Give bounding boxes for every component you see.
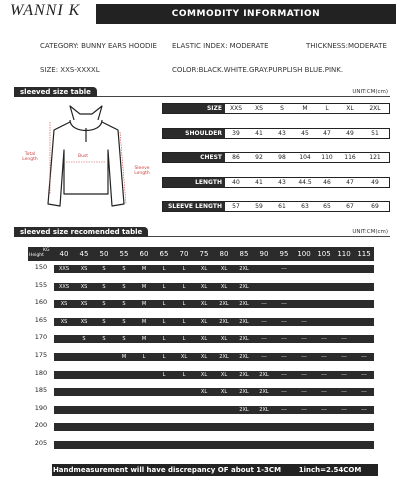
- height-label: 165: [34, 315, 48, 324]
- sleeved-size-table: [162, 103, 390, 226]
- recommended-size-cell: XL: [200, 353, 208, 360]
- recommended-size-cell: L: [162, 301, 166, 308]
- recommended-size-cell: 2XL: [239, 371, 249, 378]
- recommended-size-cell: ---: [281, 318, 287, 325]
- recommended-size-cell: XL: [200, 301, 208, 308]
- recommended-size-cell: ---: [301, 389, 307, 396]
- sleeved-size-section-header: [14, 87, 390, 97]
- info-thickness: THICKNESS:MODERATE: [306, 42, 387, 50]
- size-cell: 39: [232, 129, 240, 137]
- recommended-size-cell: M: [141, 318, 147, 325]
- recommended-size-cell: XS: [60, 301, 68, 308]
- recommended-size-cell: ---: [281, 353, 287, 360]
- recommended-size-cell: L: [182, 336, 186, 343]
- info-elastic: ELASTIC INDEX: MODERATE: [172, 42, 269, 50]
- footer-conversion: 1inch=2.54COM: [298, 466, 362, 474]
- size-cell: 2XL: [369, 105, 381, 112]
- recommended-size-cell: ---: [341, 389, 347, 396]
- recommended-size-cell: XL: [220, 283, 228, 290]
- height-row: [28, 349, 374, 367]
- size-cell: 67: [346, 203, 354, 210]
- weight-header-cell: 50: [99, 250, 109, 258]
- size-cell: 44.5: [298, 178, 312, 186]
- recommended-size-cell: ---: [301, 318, 307, 325]
- recommended-size-cell: XS: [80, 266, 88, 272]
- height-label: 180: [34, 368, 48, 377]
- weight-header-cell: 80: [219, 250, 229, 258]
- size-cell: 47: [323, 129, 331, 137]
- recommended-size-cell: ---: [261, 336, 267, 343]
- recommended-size-cell: XL: [180, 353, 188, 360]
- hoodie-diagram: [14, 104, 160, 220]
- size-cell: 92: [255, 154, 263, 161]
- size-cell: L: [325, 105, 329, 112]
- recommended-size-cell: 2XL: [239, 301, 249, 308]
- size-row: [162, 177, 390, 188]
- recommended-size-cell: S: [122, 283, 126, 290]
- recommended-size-cell: ---: [321, 336, 327, 343]
- size-cell: 69: [371, 203, 379, 210]
- recommended-size-cell: S: [122, 301, 126, 308]
- height-label: 155: [34, 280, 48, 289]
- weight-header-cell: 85: [239, 250, 249, 258]
- recommended-size-cell: ---: [341, 371, 347, 378]
- recommended-size-cell: ---: [321, 406, 327, 413]
- recommended-size-cell: ---: [301, 371, 307, 378]
- weight-header-cell: 105: [317, 250, 331, 258]
- recommended-size-cell: ---: [301, 336, 307, 343]
- size-cell: 104: [299, 154, 311, 161]
- recommended-size-cell: ---: [301, 406, 307, 413]
- corner-kg: KG: [43, 248, 50, 253]
- recommended-size-cell: XS: [80, 301, 88, 308]
- height-row: [28, 279, 374, 297]
- recommended-size-cell: ---: [321, 353, 327, 360]
- row-strip: [54, 423, 374, 431]
- size-row-label: SHOULDER: [163, 129, 225, 138]
- recommended-size-cell: 2XL: [259, 406, 269, 413]
- info-category: CATEGORY: BUNNY EARS HOODIE: [40, 42, 157, 50]
- weight-header-cell: 45: [79, 250, 89, 258]
- recommended-size-cell: L: [162, 336, 166, 343]
- size-cell: 86: [232, 154, 240, 161]
- recommended-size-cell: ---: [281, 266, 287, 272]
- size-row: [162, 103, 390, 114]
- info-size: SIZE: XXS-XXXXL: [40, 66, 100, 74]
- recommended-size-cell: S: [102, 318, 106, 325]
- weight-header-cell: 65: [159, 250, 169, 258]
- size-cell: 59: [255, 203, 263, 210]
- recommended-size-cell: ---: [261, 353, 267, 360]
- recommended-size-cell: ---: [301, 353, 307, 360]
- weight-header-cell: 55: [119, 250, 129, 258]
- size-cell: 57: [232, 203, 240, 210]
- weight-header-cell: 100: [297, 250, 311, 258]
- height-row: [28, 402, 374, 420]
- recommended-section-header: [14, 227, 390, 237]
- hoodie-outline-icon: [14, 104, 160, 220]
- size-cell: XL: [346, 105, 354, 112]
- recommended-size-cell: ---: [361, 389, 367, 396]
- height-row: [28, 331, 374, 349]
- size-cell: S: [280, 105, 284, 112]
- recommended-size-cell: ---: [321, 371, 327, 378]
- footer-note: Handmeasurement will have discrepancy OF about 1-3CM: [52, 466, 282, 474]
- height-label: 185: [34, 386, 48, 395]
- recommended-size-cell: 2XL: [239, 389, 249, 396]
- size-cell: 61: [278, 203, 286, 210]
- size-cell: 41: [255, 178, 263, 186]
- recommended-size-cell: XL: [200, 266, 208, 272]
- recommended-size-cell: M: [141, 336, 147, 343]
- recommended-size-cell: XS: [80, 318, 88, 325]
- height-label: 190: [34, 403, 48, 412]
- size-cell: 43: [278, 129, 286, 137]
- weight-header-cell: 40: [59, 250, 69, 258]
- recommended-size-cell: L: [142, 353, 146, 360]
- size-cell: 49: [346, 129, 354, 137]
- recommended-size-cell: S: [102, 336, 106, 343]
- recommended-size-cell: XL: [220, 389, 228, 396]
- recommended-size-cell: XL: [200, 283, 208, 290]
- size-cell: 41: [255, 129, 263, 137]
- brand-logo: WANNI K: [10, 2, 81, 19]
- recommended-size-cell: XL: [220, 371, 228, 378]
- size-row-label: SLEEVE LENGTH: [163, 202, 225, 211]
- size-cell: M: [302, 105, 308, 112]
- recommended-size-cell: M: [141, 283, 147, 290]
- recommended-size-cell: L: [162, 266, 166, 272]
- recommended-size-cell: ---: [261, 318, 267, 325]
- recommended-size-cell: S: [122, 318, 126, 325]
- recommended-size-cell: S: [122, 266, 126, 272]
- recommended-size-cell: L: [182, 266, 186, 272]
- recommended-size-cell: L: [162, 283, 166, 290]
- recommended-size-cell: S: [102, 301, 106, 308]
- recommended-size-cell: XL: [200, 371, 208, 378]
- recommended-size-cell: 2XL: [219, 301, 229, 308]
- recommended-size-cell: ---: [321, 389, 327, 396]
- recommended-size-cell: L: [162, 353, 166, 360]
- size-cell: 43: [278, 178, 286, 186]
- recommended-size-cell: ---: [281, 371, 287, 378]
- header-bar: [0, 0, 400, 28]
- footer-bar: [52, 464, 378, 476]
- size-cell: 65: [323, 203, 331, 210]
- recommended-size-cell: XS: [80, 283, 88, 290]
- size-cell: 121: [369, 154, 381, 161]
- weight-header-cell: 95: [279, 250, 289, 258]
- recommended-size-cell: S: [102, 266, 106, 272]
- recommended-size-cell: ---: [281, 336, 287, 343]
- size-cell: XXS: [229, 105, 243, 112]
- size-cell: 49: [371, 178, 379, 186]
- size-cell: 51: [371, 129, 379, 137]
- weight-header-cell: 110: [337, 250, 351, 258]
- recommended-size-cell: 2XL: [239, 283, 249, 290]
- recommended-size-cell: ---: [261, 301, 267, 308]
- corner-height: Height: [29, 253, 44, 258]
- recommended-size-cell: L: [182, 371, 186, 378]
- recommended-size-cell: ---: [281, 301, 287, 308]
- size-cell: 47: [346, 178, 354, 186]
- recommended-size-cell: 2XL: [219, 353, 229, 360]
- recommended-size-cell: 2XL: [239, 336, 249, 343]
- height-label: 200: [34, 421, 48, 430]
- recommended-size-cell: XL: [220, 336, 228, 343]
- size-cell: 46: [323, 178, 331, 186]
- recommended-size-cell: XL: [200, 318, 208, 325]
- recommended-size-cell: ---: [281, 389, 287, 396]
- recommended-size-table: [28, 247, 374, 455]
- recommended-size-cell: XXS: [58, 283, 70, 290]
- size-row-label: LENGTH: [163, 178, 225, 187]
- recommended-size-cell: ---: [361, 371, 367, 378]
- size-cell: 45: [301, 129, 309, 137]
- recommended-size-cell: ---: [361, 353, 367, 360]
- weight-header-cell: 75: [199, 250, 209, 258]
- height-row: [28, 261, 374, 279]
- section-title: sleeved size recomended table: [14, 227, 148, 237]
- height-label: 205: [34, 438, 48, 447]
- size-row: [162, 152, 390, 163]
- size-cell: XS: [255, 105, 263, 112]
- size-row-label: CHEST: [163, 153, 225, 162]
- size-row: [162, 128, 390, 139]
- weight-header-row: [28, 247, 374, 261]
- height-row: [28, 437, 374, 455]
- height-row: [28, 367, 374, 385]
- recommended-size-cell: M: [121, 353, 127, 360]
- section-title: sleeved size table: [14, 87, 97, 97]
- height-row: [28, 419, 374, 437]
- recommended-size-cell: ---: [341, 353, 347, 360]
- recommended-size-cell: ---: [341, 336, 347, 343]
- corner-cell: [29, 248, 49, 258]
- row-strip: [54, 441, 374, 449]
- recommended-size-cell: ---: [281, 406, 287, 413]
- recommended-size-cell: XS: [60, 318, 68, 325]
- recommended-size-cell: 2XL: [239, 318, 249, 325]
- recommended-size-cell: ---: [361, 406, 367, 413]
- height-label: 160: [34, 298, 48, 307]
- recommended-size-cell: XL: [200, 336, 208, 343]
- page-title: COMMODITY INFORMATION: [96, 4, 396, 24]
- recommended-size-cell: 2XL: [239, 266, 249, 272]
- recommended-size-cell: M: [141, 266, 147, 272]
- recommended-size-cell: M: [141, 301, 147, 308]
- recommended-size-cell: S: [82, 336, 86, 343]
- recommended-size-cell: S: [102, 283, 106, 290]
- height-label: 150: [34, 263, 48, 271]
- recommended-size-cell: XL: [220, 266, 228, 272]
- recommended-size-cell: L: [182, 318, 186, 325]
- size-row-label: SIZE: [163, 104, 225, 113]
- recommended-size-cell: L: [182, 283, 186, 290]
- recommended-size-cell: 2XL: [239, 406, 249, 413]
- recommended-size-cell: ---: [341, 406, 347, 413]
- bust-label: Bust: [78, 154, 89, 159]
- size-cell: 116: [344, 154, 356, 161]
- recommended-size-cell: 2XL: [259, 371, 269, 378]
- weight-header-cell: 60: [139, 250, 149, 258]
- height-label: 170: [34, 333, 48, 342]
- recommended-size-cell: L: [162, 371, 166, 378]
- recommended-size-cell: S: [122, 336, 126, 343]
- info-color: COLOR:BLACK.WHITE.GRAY.PURPLISH BLUE.PINK.: [172, 66, 344, 74]
- recommended-size-cell: 2XL: [239, 353, 249, 360]
- size-row: [162, 201, 390, 212]
- weight-header-cell: 70: [179, 250, 189, 258]
- sleeve-length-label: Sleeve Length: [134, 166, 150, 176]
- recommended-size-cell: XL: [200, 389, 208, 396]
- recommended-size-cell: XXS: [58, 266, 70, 272]
- size-cell: 63: [301, 203, 309, 210]
- height-row: [28, 314, 374, 332]
- recommended-size-cell: L: [162, 318, 166, 325]
- weight-header-cell: 90: [259, 250, 269, 258]
- height-row: [28, 296, 374, 314]
- recommended-size-cell: 2XL: [259, 389, 269, 396]
- height-row: [28, 384, 374, 402]
- size-cell: 98: [278, 154, 286, 161]
- section-unit: UNIT:CM(cm): [352, 89, 388, 95]
- weight-header-cell: 115: [357, 250, 371, 258]
- recommended-size-cell: 2XL: [219, 318, 229, 325]
- height-label: 175: [34, 350, 48, 359]
- recommended-size-cell: L: [182, 301, 186, 308]
- size-cell: 40: [232, 178, 240, 186]
- total-length-label: Total Length: [22, 152, 38, 162]
- section-unit: UNIT:CM(cm): [352, 229, 388, 235]
- size-cell: 110: [321, 154, 333, 161]
